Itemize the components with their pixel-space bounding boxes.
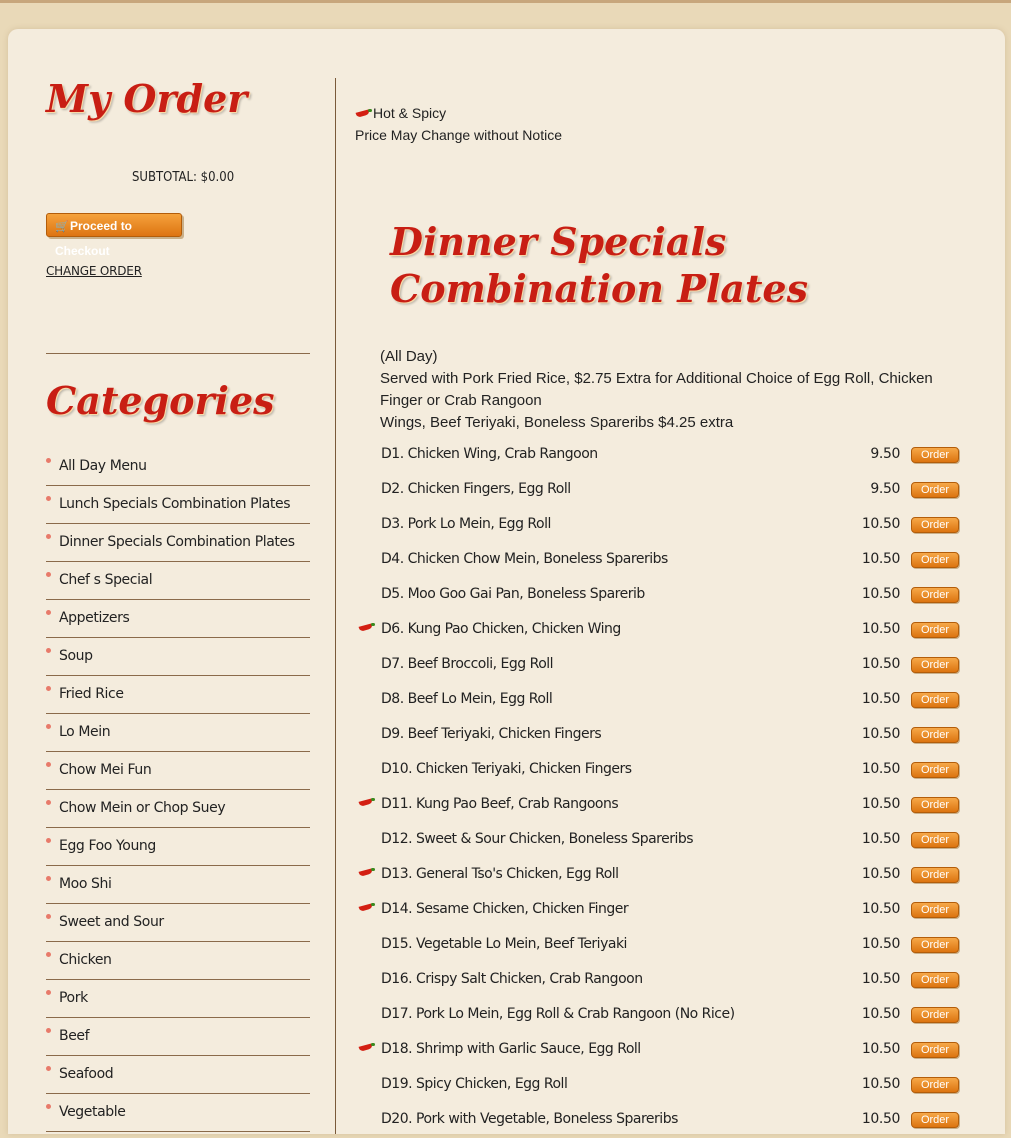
- item-name: D9. Beef Teriyaki, Chicken Fingers: [381, 726, 602, 742]
- category-item[interactable]: [46, 752, 310, 790]
- my-order-title: My Order: [46, 76, 248, 121]
- price-notice: Price May Change without Notice: [355, 127, 562, 143]
- chili-pepper-icon: [355, 108, 373, 118]
- menu-list: [356, 438, 961, 1138]
- menu-item: [356, 893, 961, 928]
- menu-item: [356, 648, 961, 683]
- order-button[interactable]: Order: [911, 552, 959, 568]
- chili-pepper-icon: [358, 867, 376, 877]
- category-item[interactable]: [46, 448, 310, 486]
- bullet-icon: [46, 572, 51, 577]
- desc-line-2: Served with Pork Fried Rice, $2.75 Extra for Additional Choice of Egg Roll, Chicken Finger or Crab Rangoon: [380, 370, 933, 409]
- item-price: 10.50: [861, 831, 900, 847]
- item-name: D15. Vegetable Lo Mein, Beef Teriyaki: [381, 936, 627, 952]
- bullet-icon: [46, 876, 51, 881]
- item-price: 10.50: [861, 1111, 900, 1127]
- menu-item: [356, 788, 961, 823]
- item-price: 10.50: [861, 866, 900, 882]
- category-item[interactable]: [46, 904, 310, 942]
- category-item[interactable]: [46, 866, 310, 904]
- bullet-icon: [46, 610, 51, 615]
- menu-item: [356, 508, 961, 543]
- category-item[interactable]: [46, 562, 310, 600]
- legend: [355, 102, 562, 146]
- category-label: Vegetable: [59, 1104, 126, 1120]
- category-label: Sweet and Sour: [59, 914, 164, 930]
- category-label: Fried Rice: [59, 686, 124, 702]
- proceed-to-checkout-button[interactable]: [46, 213, 182, 258]
- item-name: D11. Kung Pao Beef, Crab Rangoons: [381, 796, 619, 812]
- section-description: [380, 346, 960, 434]
- item-name: D4. Chicken Chow Mein, Boneless Spareribs: [381, 551, 668, 567]
- item-price: 10.50: [861, 796, 900, 812]
- item-name: D7. Beef Broccoli, Egg Roll: [381, 656, 554, 672]
- menu-item: [356, 438, 961, 473]
- item-price: 10.50: [861, 936, 900, 952]
- menu-item: [356, 998, 961, 1033]
- item-name: D17. Pork Lo Mein, Egg Roll & Crab Rangoon (No Rice): [381, 1006, 735, 1022]
- item-price: 10.50: [861, 621, 900, 637]
- category-label: Appetizers: [59, 610, 130, 626]
- item-name: D12. Sweet & Sour Chicken, Boneless Spareribs: [381, 831, 694, 847]
- category-item[interactable]: [46, 524, 310, 562]
- hot-spicy-label: Hot & Spicy: [373, 105, 447, 121]
- menu-item: [356, 928, 961, 963]
- menu-item: [356, 718, 961, 753]
- bullet-icon: [46, 1028, 51, 1033]
- order-button[interactable]: Order: [911, 972, 959, 988]
- bullet-icon: [46, 800, 51, 805]
- item-price: 10.50: [861, 691, 900, 707]
- item-name: D16. Crispy Salt Chicken, Crab Rangoon: [381, 971, 643, 987]
- item-name: D2. Chicken Fingers, Egg Roll: [381, 481, 571, 497]
- menu-item: [356, 578, 961, 613]
- bullet-icon: [46, 914, 51, 919]
- item-name: D3. Pork Lo Mein, Egg Roll: [381, 516, 551, 532]
- item-price: 10.50: [861, 1006, 900, 1022]
- category-label: Lo Mein: [59, 724, 111, 740]
- item-name: D13. General Tso's Chicken, Egg Roll: [381, 866, 619, 882]
- category-item[interactable]: [46, 1018, 310, 1056]
- category-label: Chicken: [59, 952, 112, 968]
- bullet-icon: [46, 990, 51, 995]
- menu-item: [356, 1068, 961, 1103]
- category-item[interactable]: [46, 486, 310, 524]
- category-label: Chow Mei Fun: [59, 762, 152, 778]
- category-item[interactable]: [46, 638, 310, 676]
- bullet-icon: [46, 686, 51, 691]
- category-list: [46, 448, 310, 1132]
- bullet-icon: [46, 762, 51, 767]
- item-price: 10.50: [861, 1076, 900, 1092]
- category-item[interactable]: [46, 676, 310, 714]
- order-button[interactable]: Order: [911, 937, 959, 953]
- section-title: Dinner Specials Combination Plates: [390, 219, 808, 311]
- category-label: Moo Shi: [59, 876, 112, 892]
- menu-item: [356, 1103, 961, 1138]
- category-item[interactable]: [46, 828, 310, 866]
- item-price: 10.50: [861, 551, 900, 567]
- item-price: 10.50: [861, 901, 900, 917]
- item-price: 10.50: [861, 586, 900, 602]
- change-order-link[interactable]: CHANGE ORDER: [46, 264, 142, 278]
- chili-pepper-icon: [358, 797, 376, 807]
- category-label: Chef s Special: [59, 572, 153, 588]
- category-label: Pork: [59, 990, 88, 1006]
- order-button[interactable]: Order: [911, 517, 959, 533]
- category-label: Egg Foo Young: [59, 838, 156, 854]
- menu-item: [356, 753, 961, 788]
- order-button[interactable]: Order: [911, 1077, 959, 1093]
- bullet-icon: [46, 1066, 51, 1071]
- bullet-icon: [46, 724, 51, 729]
- menu-item: [356, 613, 961, 648]
- item-price: 9.50: [870, 446, 900, 462]
- category-item[interactable]: [46, 790, 310, 828]
- category-item[interactable]: [46, 942, 310, 980]
- desc-line-1: (All Day): [380, 348, 438, 365]
- category-item[interactable]: [46, 600, 310, 638]
- item-price: 10.50: [861, 971, 900, 987]
- item-price: 10.50: [861, 516, 900, 532]
- bullet-icon: [46, 838, 51, 843]
- chili-pepper-icon: [358, 902, 376, 912]
- column-divider: [335, 78, 336, 1134]
- desc-line-3: Wings, Beef Teriyaki, Boneless Spareribs $4.25 extra: [380, 414, 734, 431]
- category-label: Chow Mein or Chop Suey: [59, 800, 226, 816]
- order-button[interactable]: Order: [911, 692, 959, 708]
- category-label: Soup: [59, 648, 93, 664]
- subtotal: SUBTOTAL: $0.00: [132, 170, 235, 185]
- item-name: D20. Pork with Vegetable, Boneless Spareribs: [381, 1111, 678, 1127]
- item-name: D6. Kung Pao Chicken, Chicken Wing: [381, 621, 621, 637]
- bullet-icon: [46, 534, 51, 539]
- order-button[interactable]: Order: [911, 657, 959, 673]
- order-button[interactable]: Order: [911, 762, 959, 778]
- item-name: D5. Moo Goo Gai Pan, Boneless Sparerib: [381, 586, 645, 602]
- chili-pepper-icon: [358, 622, 376, 632]
- category-label: Dinner Specials Combination Plates: [59, 534, 295, 550]
- category-item[interactable]: [46, 714, 310, 752]
- item-name: D1. Chicken Wing, Crab Rangoon: [381, 446, 598, 462]
- category-label: Lunch Specials Combination Plates: [59, 496, 291, 512]
- item-name: D10. Chicken Teriyaki, Chicken Fingers: [381, 761, 632, 777]
- item-name: D8. Beef Lo Mein, Egg Roll: [381, 691, 553, 707]
- order-button[interactable]: Order: [911, 1042, 959, 1058]
- order-button[interactable]: Order: [911, 867, 959, 883]
- sidebar-divider: [46, 353, 310, 354]
- category-item[interactable]: [46, 980, 310, 1018]
- category-item[interactable]: [46, 1094, 310, 1132]
- checkout-label: Proceed to Checkout: [55, 219, 133, 258]
- item-price: 10.50: [861, 656, 900, 672]
- item-price: 10.50: [861, 761, 900, 777]
- order-button[interactable]: Order: [911, 727, 959, 743]
- order-button[interactable]: Order: [911, 587, 959, 603]
- category-label: All Day Menu: [59, 458, 147, 474]
- menu-item: [356, 963, 961, 998]
- bullet-icon: [46, 648, 51, 653]
- order-button[interactable]: Order: [911, 447, 959, 463]
- order-button[interactable]: Order: [911, 1007, 959, 1023]
- item-name: D18. Shrimp with Garlic Sauce, Egg Roll: [381, 1041, 641, 1057]
- top-border: [0, 0, 1011, 3]
- item-name: D19. Spicy Chicken, Egg Roll: [381, 1076, 568, 1092]
- menu-item: [356, 858, 961, 893]
- order-button[interactable]: Order: [911, 832, 959, 848]
- menu-item: [356, 543, 961, 578]
- cart-icon: 🛒: [55, 221, 69, 233]
- order-button[interactable]: Order: [911, 902, 959, 918]
- item-price: 10.50: [861, 726, 900, 742]
- order-button[interactable]: Order: [911, 482, 959, 498]
- category-label: Seafood: [59, 1066, 114, 1082]
- bullet-icon: [46, 496, 51, 501]
- menu-item: [356, 1033, 961, 1068]
- bullet-icon: [46, 458, 51, 463]
- menu-item: [356, 683, 961, 718]
- chili-pepper-icon: [358, 1042, 376, 1052]
- categories-title: Categories: [46, 378, 275, 423]
- bullet-icon: [46, 952, 51, 957]
- category-label: Beef: [59, 1028, 90, 1044]
- order-button[interactable]: Order: [911, 797, 959, 813]
- menu-item: [356, 823, 961, 858]
- bullet-icon: [46, 1104, 51, 1109]
- order-button[interactable]: Order: [911, 1112, 959, 1128]
- order-button[interactable]: Order: [911, 622, 959, 638]
- item-price: 10.50: [861, 1041, 900, 1057]
- category-item[interactable]: [46, 1056, 310, 1094]
- menu-item: [356, 473, 961, 508]
- item-price: 9.50: [870, 481, 900, 497]
- item-name: D14. Sesame Chicken, Chicken Finger: [381, 901, 629, 917]
